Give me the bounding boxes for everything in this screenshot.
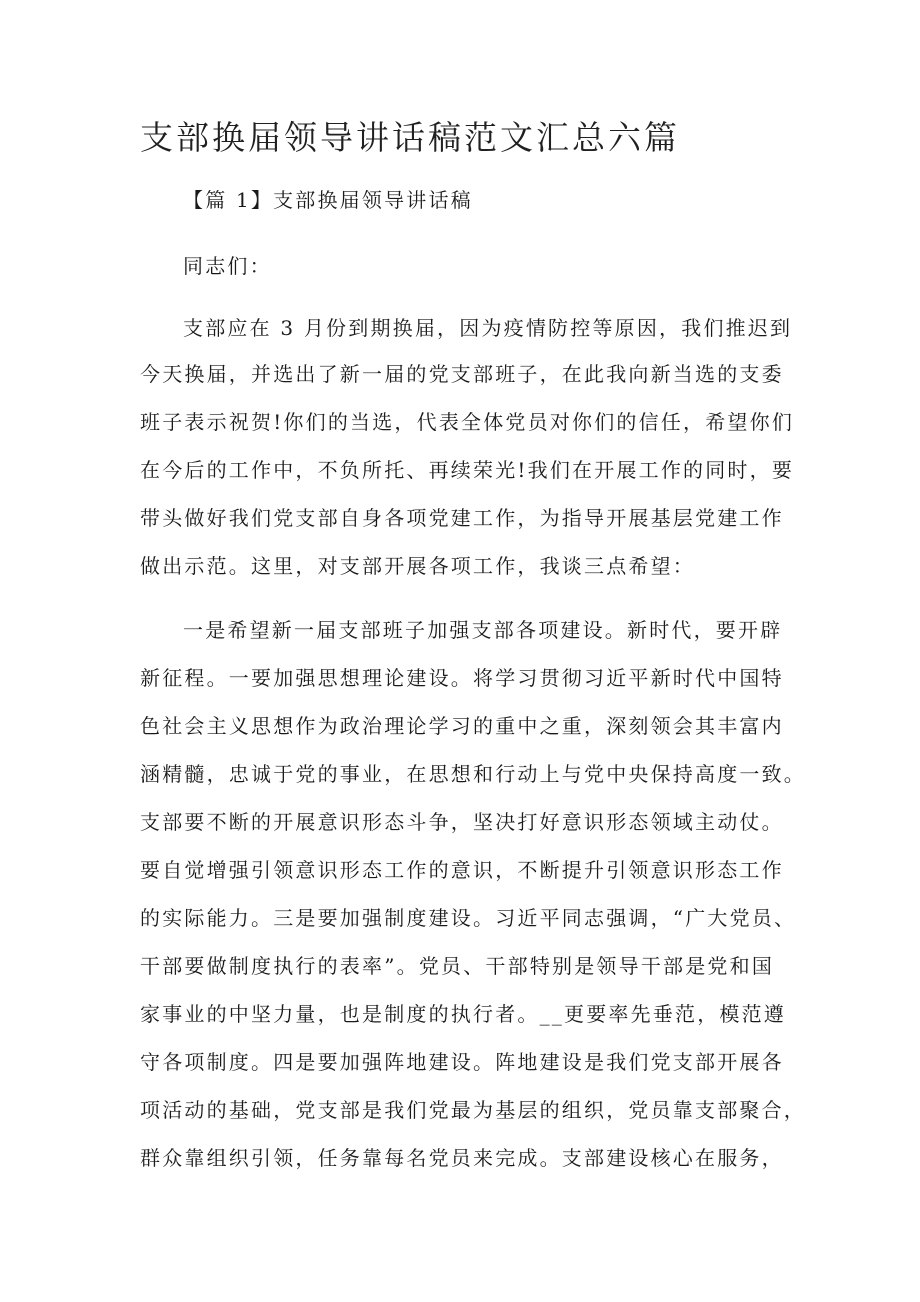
paragraph-line: 今天换届，并选出了新一届的党支部班子，在此我向新当选的支委 (140, 362, 784, 386)
paragraph-line: 要自觉增强引领意识形态工作的意识，不断提升引领意识形态工作 (140, 858, 784, 882)
section-heading: 【篇 1】支部换届领导讲话稿 (183, 188, 473, 212)
salutation: 同志们： (183, 254, 272, 278)
paragraph-line: 一是希望新一届支部班子加强支部各项建设。新时代，要开辟 (183, 618, 783, 642)
paragraph-line: 家事业的中坚力量，也是制度的执行者。__更要率先垂范，模范遵 (140, 1002, 786, 1026)
paragraph-line: 支部应在 3 月份到期换届，因为疫情防控等原因，我们推迟到 (183, 316, 793, 340)
paragraph-line: 新征程。一要加强思想理论建设。将学习贯彻习近平新时代中国特 (140, 666, 784, 690)
paragraph-line: 干部要做制度执行的表率”。党员、干部特别是领导干部是党和国 (140, 954, 775, 978)
paragraph-line: 支部要不断的开展意识形态斗争，坚决打好意识形态领域主动仗。 (140, 810, 784, 834)
paragraph-line: 做出示范。这里，对支部开展各项工作，我谈三点希望： (140, 554, 695, 578)
paragraph-line: 项活动的基础，党支部是我们党最为基层的组织，党员靠支部聚合， (140, 1098, 806, 1122)
paragraph-line: 的实际能力。三是要加强制度建设。习近平同志强调，“广大党员、 (140, 906, 797, 930)
paragraph-line: 涵精髓，忠诚于党的事业，在思想和行动上与党中央保持高度一致。 (140, 762, 806, 786)
paragraph-line: 色社会主义思想作为政治理论学习的重中之重，深刻领会其丰富内 (140, 714, 784, 738)
paragraph-line: 带头做好我们党支部自身各项党建工作，为指导开展基层党建工作 (140, 506, 784, 530)
paragraph-line: 在今后的工作中，不负所托、再续荣光!我们在开展工作的同时，要 (140, 458, 795, 482)
paragraph-line: 群众靠组织引领，任务靠每名党员来完成。支部建设核心在服务， (140, 1146, 784, 1170)
paragraph-line: 守各项制度。四是要加强阵地建设。阵地建设是我们党支部开展各 (140, 1050, 784, 1074)
document-title: 支部换届领导讲话稿范文汇总六篇 (140, 118, 680, 157)
paragraph-line: 班子表示祝贺!你们的当选，代表全体党员对你们的信任，希望你们 (140, 410, 795, 434)
